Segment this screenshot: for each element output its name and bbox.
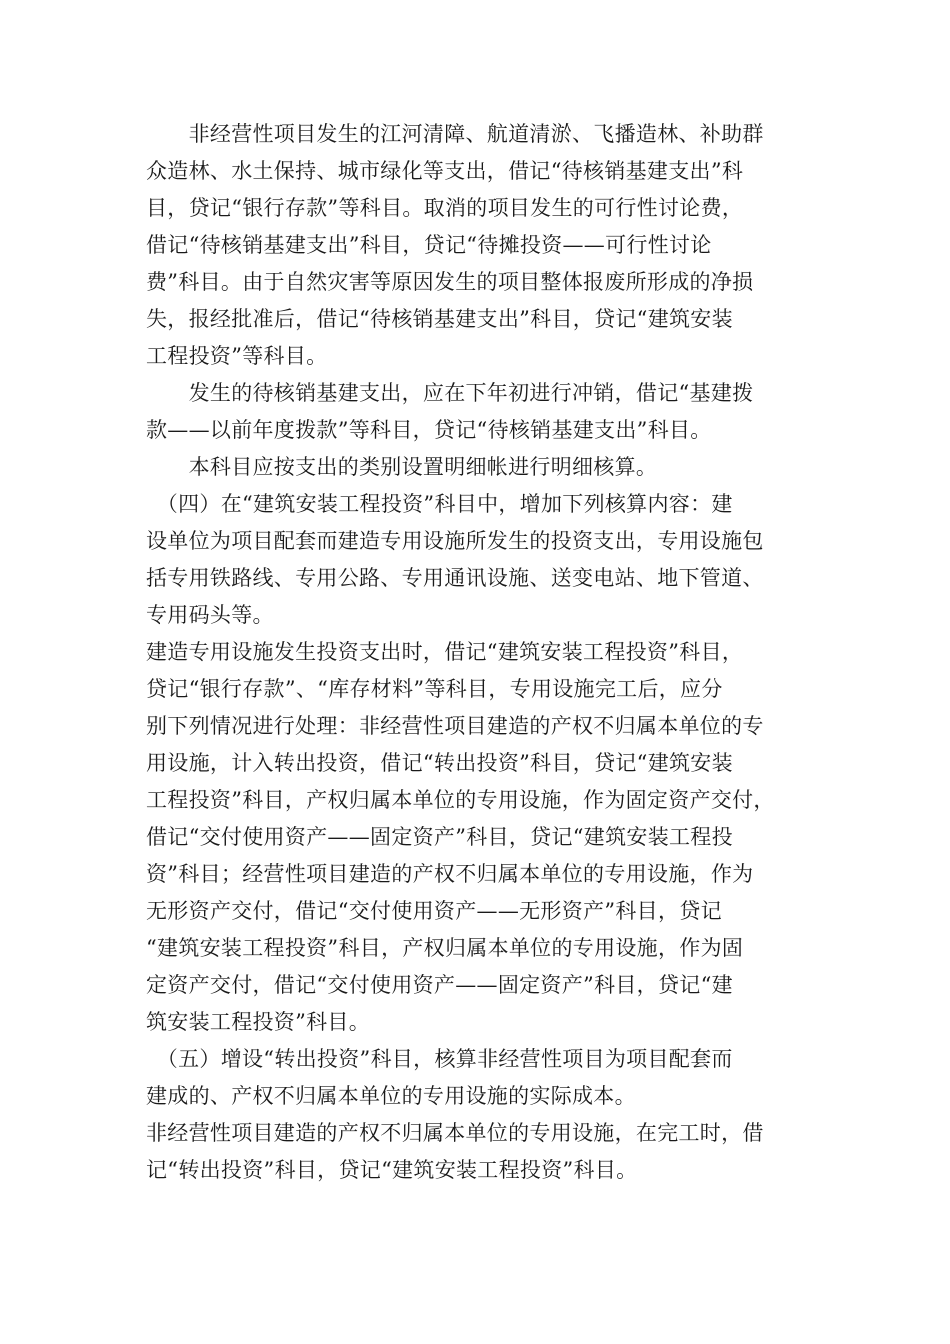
text-line: 本科目应按支出的类别设置明细帐进行明细核算。 (146, 455, 658, 479)
text-line: 定资产交付，借记“交付使用资产——固定资产”科目，贷记“建 (146, 973, 733, 997)
text-line: 非经营性项目建造的产权不归属本单位的专用设施，在完工时，借 (146, 1121, 764, 1145)
text-line: 借记“待核销基建支出”科目，贷记“待摊投资——可行性讨论 (146, 233, 712, 257)
text-line: 失，报经批准后，借记“待核销基建支出”科目，贷记“建筑安装 (146, 307, 733, 331)
text-line: 用设施，计入转出投资，借记“转出投资”科目，贷记“建筑安装 (146, 751, 733, 775)
text-line: 费”科目。由于自然灾害等原因发生的项目整体报废所形成的净损 (146, 270, 754, 294)
text-line: 工程投资”科目，产权归属本单位的专用设施，作为固定资产交付， (146, 788, 775, 812)
text-line: 无形资产交付，借记“交付使用资产——无形资产”科目，贷记 (146, 899, 722, 923)
text-line: 建造专用设施发生投资支出时，借记“建筑安装工程投资”科目， (146, 640, 744, 664)
text-line: 资”科目；经营性项目建造的产权不归属本单位的专用设施，作为 (146, 862, 754, 886)
text-line: 记“转出投资”科目，贷记“建筑安装工程投资”科目。 (146, 1158, 638, 1182)
text-line: 非经营性项目发生的江河清障、航道清淤、飞播造林、补助群 (146, 122, 764, 146)
text-line: 发生的待核销基建支出，应在下年初进行冲销，借记“基建拨 (146, 381, 754, 405)
text-line: 借记“交付使用资产——固定资产”科目，贷记“建筑安装工程投 (146, 825, 733, 849)
text-line: 建成的、产权不归属本单位的专用设施的实际成本。 (146, 1084, 636, 1108)
text-line: 工程投资”等科目。 (146, 344, 328, 368)
document-body (146, 116, 806, 1189)
text-line: （五）增设“转出投资”科目，核算非经营性项目为项目配套而 (146, 1047, 733, 1071)
text-line: “建筑安装工程投资”科目，产权归属本单位的专用设施，作为固 (146, 936, 744, 960)
text-line: 设单位为项目配套而建造专用设施所发生的投资支出，专用设施包 (146, 529, 764, 553)
text-line: 贷记“银行存款”、“库存材料”等科目，专用设施完工后，应分 (146, 677, 723, 701)
text-line: 款——以前年度拨款”等科目，贷记“待核销基建支出”科目。 (146, 418, 712, 442)
text-line: （四）在“建筑安装工程投资”科目中，增加下列核算内容：建 (146, 492, 733, 516)
text-line: 别下列情况进行处理：非经营性项目建造的产权不归属本单位的专 (146, 714, 764, 738)
text-line: 筑安装工程投资”科目。 (146, 1010, 371, 1034)
text-line: 专用码头等。 (146, 603, 274, 627)
text-line: 括专用铁路线、专用公路、专用通讯设施、送变电站、地下管道、 (146, 566, 764, 590)
text-line: 目，贷记“银行存款”等科目。取消的项目发生的可行性讨论费， (146, 196, 744, 220)
text-line: 众造林、水土保持、城市绿化等支出，借记“待核销基建支出”科 (146, 159, 744, 183)
